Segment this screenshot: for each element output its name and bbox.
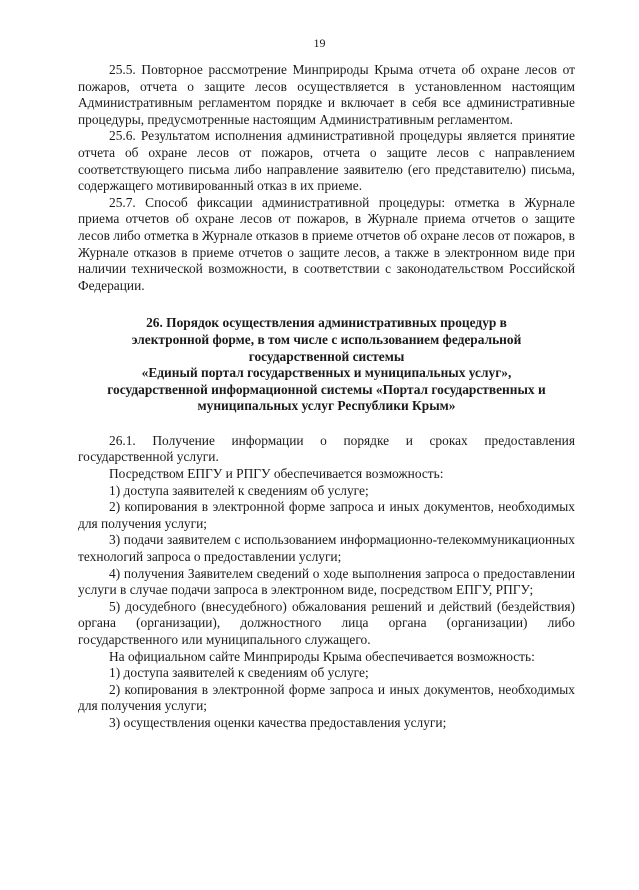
list-item: 1) доступа заявителей к сведениям об услуге; xyxy=(109,665,369,681)
section-title-line: муниципальных услуг Республики Крым» xyxy=(197,398,456,414)
list-item: 1) доступа заявителей к сведениям об услуге; xyxy=(109,482,369,498)
list-item: 4) получения Заявителем сведений о ходе выполнения запроса о предоставлении услуги в случае подачи запроса в электронном виде, посредством ЕПГУ, РПГУ; xyxy=(78,565,575,598)
section-title-line: государственной информационной системы «Портал государственных и xyxy=(107,381,546,397)
list-item: 3) подачи заявителем с использованием информационно-телекоммуникационных технологий запроса о предоставлении услуги; xyxy=(78,532,575,565)
list-item: 2) копирования в электронной форме запроса и иных документов, необходимых для получения услуги; xyxy=(78,681,575,714)
paragraph-site-intro: На официальном сайте Минприроды Крыма обеспечивается возможность: xyxy=(109,648,535,664)
section-title-line: 26. Порядок осуществления административных процедур в xyxy=(146,315,507,331)
list-item: 2) копирования в электронной форме запроса и иных документов, необходимых для получения услуги; xyxy=(78,499,575,531)
paragraph-25-7: 25.7. Способ фиксации административной процедуры: отметка в Журнале приема отчетов об охране лесов от пожаров, в Журнале приема отчетов о защите лесов либо отметка в Журнале отказов в приеме отчетов об охране лесов от пожаров, в Журнале отказов в приеме отчетов о защите лесов, а также в электронном виде при наличии технической возможности, в соответствии с законодательством Российской Федерации. xyxy=(78,194,575,293)
section-title-line: «Единый портал государственных и муниципальных услуг», xyxy=(141,365,512,381)
list-item: 3) осуществления оценки качества предоставления услуги; xyxy=(109,714,447,730)
list-item: 5) досудебного (внесудебного) обжалования решений и действий (бездействия) органа (организации), должностного лица органа (организации) либо государственного или муниципального служащего. xyxy=(78,598,575,647)
paragraph-25-5: 25.5. Повторное рассмотрение Минприроды Крыма отчета об охране лесов от пожаров, отчета о защите лесов осуществляется в установленном настоящим Административным регламентом порядке и включает в себя все административные процедуры, предусмотренные настоящим Административным регламентом. xyxy=(78,62,575,127)
paragraph-25-6: 25.6. Результатом исполнения административной процедуры является принятие отчета об охране лесов от пожаров, отчета о защите лесов с направлением соответствующего письма либо направление заявителю (его представителю) письма, содержащего мотивированный отказ в их приеме. xyxy=(78,128,575,194)
paragraph-26-1: 26.1. Получение информации о порядке и сроках предоставления государственной услуги. xyxy=(78,432,575,465)
section-26-title xyxy=(78,315,575,415)
page-number: 19 xyxy=(313,36,326,50)
section-title-line: государственной системы xyxy=(248,348,405,364)
document-body xyxy=(78,62,575,732)
section-title-line: электронной форме, в том числе с использованием федеральной xyxy=(131,331,522,347)
paragraph-epgu-intro: Посредством ЕПГУ и РПГУ обеспечивается возможность: xyxy=(109,466,444,482)
